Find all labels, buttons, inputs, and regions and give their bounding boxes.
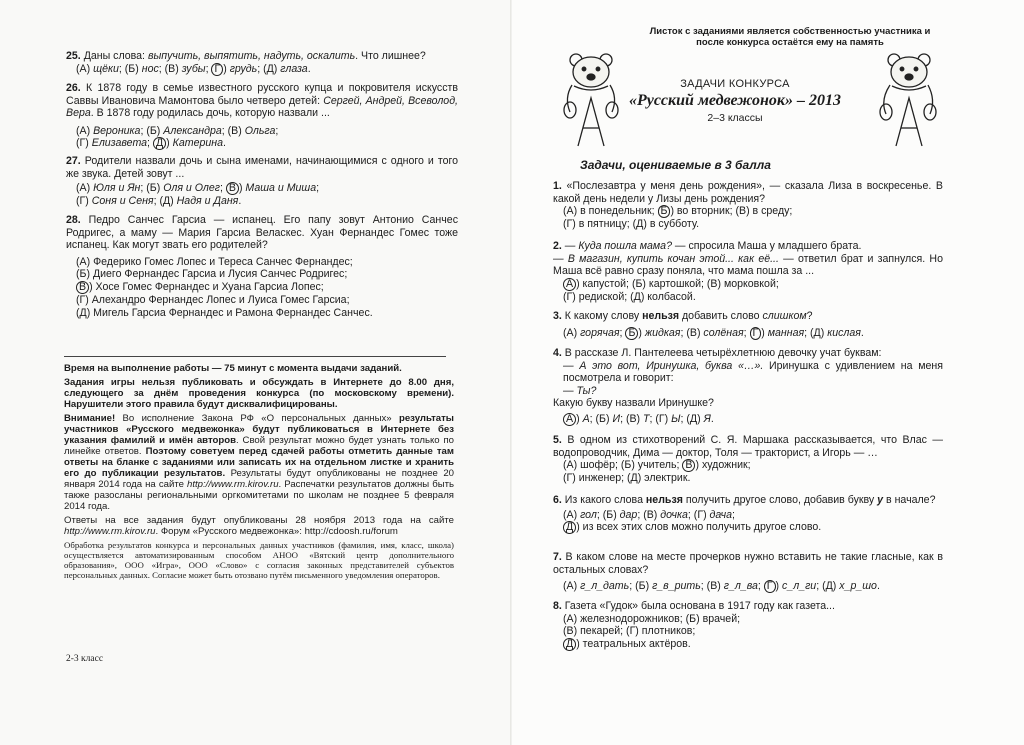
question-26: 26. К 1878 году в семье известного русского купца и покровителя искусств Саввы Ивановича Мамонтова было четверо детей: Сергей, Андрей, Всеволод, Вера. В 1878 году родилась дочь, которую назвали ... (А) Вероника; (Б) Александра; (В) Ольга; (Г) Елизавета; Д ) Катерина.: [66, 82, 459, 150]
answer-options: (А) гол; (Б) дар; (В) дочка; (Г) дача;: [563, 508, 735, 521]
question-number: 3.: [553, 310, 562, 322]
grade-label: 2–3 классы: [707, 112, 763, 124]
question-number: 28.: [66, 214, 81, 226]
circled-answer-mark: А: [563, 278, 576, 291]
page-footer: 2-3 класс: [66, 654, 104, 664]
site-link[interactable]: http://www.rm.kirov.ru: [64, 526, 156, 537]
answer-options: (Г) редиской; (Д) колбасой.: [563, 290, 696, 303]
circled-answer-mark: Д: [563, 521, 576, 534]
question-5: 5. В одном из стихотворений С. Я. Маршака рассказывается, что Влас — водопроводчик, Дима — доктор, Толя — тракторист, а Игорь — … (А) шофёр; (Б) учитель; В ) художник; (Г) инженер; (Д) электрик.: [553, 434, 943, 485]
answer-options: А ) А; (Б) И; (В) Т; (Г) Ы; (Д) Я.: [553, 413, 943, 426]
answers-paragraph: Ответы на все задания будут опубликованы 28 ноября 2013 года на сайте http://www.rm.kirov.ru. Форум «Русского медвежонка»: http://cdoosh.ru/forum: [64, 515, 454, 537]
circled-answer-mark: Г: [764, 580, 776, 593]
answer-options: (А) Юля и Ян; (Б) Оля и Олег; В ) Маша и Миша;: [76, 182, 320, 195]
question-25: 25. Даны слова: выпучить, выпятить, надуть, оскалить. Что лишнее? (А) щёки; (Б) нос; (В) зубы; Г ) грудь; (Д) глаза.: [66, 50, 458, 76]
circled-answer-mark: Г: [211, 63, 223, 76]
publication-rule: Задания игры нельзя публиковать и обсуждать в Интернете до 8.00 дня, следующего за днём проведения конкурса (по московскому времени). Нарушители этого правила будут дисквалифицированы.: [64, 377, 454, 410]
contest-title: «Русский медвежонок» – 2013: [628, 92, 842, 109]
answer-options: (А) шофёр; (Б) учитель; В ) художник;: [563, 459, 751, 472]
question-number: 2.: [553, 240, 562, 252]
answer-option: (Б) Диего Фернандес Гарсиа и Лусия Санчес Родригес;: [76, 268, 348, 281]
circled-answer-mark: Д: [153, 137, 166, 150]
answer-options: (В) пекарей; (Г) плотников;: [563, 625, 696, 638]
circled-answer-mark: В: [682, 459, 695, 472]
answer-options: (Г) в пятницу; (Д) в субботу.: [563, 218, 700, 231]
answer-options: (Г) Елизавета; Д ) Катерина.: [76, 137, 226, 150]
question-6: 6. Из какого слова нельзя получить другое слово, добавив букву у в начале? (А) гол; (Б) дар; (В) дочка; (Г) дача; Д ) из всех этих слов можно получить другое слово.: [553, 494, 943, 534]
answer-options: (А) г_л_дать; (Б) г_в_рить; (В) г_л_ва; Г ) с_л_ги; (Д) х_р_шо.: [563, 580, 880, 593]
circled-answer-mark: Б: [625, 327, 638, 340]
rules-notice: [64, 363, 454, 583]
question-number: 8.: [553, 600, 562, 612]
question-number: 7.: [553, 551, 562, 563]
bear-mascot-right-icon: [872, 50, 944, 150]
circled-answer-mark: Б: [658, 205, 671, 218]
property-note: Листок с заданиями является собственностью участника и после конкурса остаётся ему на память: [649, 26, 931, 48]
answer-option: (Г) Алехандро Фернандес Лопес и Луиса Гомес Гарсиа;: [76, 293, 350, 306]
answer-options: А ) капустой; (Б) картошкой; (В) морковкой;: [553, 278, 943, 291]
site-link[interactable]: http://www.rm.kirov.ru: [187, 479, 279, 490]
circled-answer-mark: А: [563, 413, 576, 426]
question-number: 27.: [66, 155, 81, 167]
question-7: 7. В каком слове на месте прочерков нужно вставить не такие гласные, как в остальных словах? (А) г_л_дать; (Б) г_в_рить; (В) г_л_ва; Г ) с_л_ги; (Д) х_р_шо.: [553, 551, 943, 593]
divider: [64, 356, 446, 357]
time-limit: Время на выполнение работы — 75 минут с момента выдачи заданий.: [64, 363, 402, 374]
question-4: 4. В рассказе Л. Пантелеева четырёхлетнюю девочку учат буквам: — А это вот, Иринушка, буква «…». Иринушка с удивлением на меня посмотрела и говорит: — Ты? Какую букву назвали Иринушке? А ) А; (Б) И; (В) Т; (Г) Ы; (Д) Я.: [553, 347, 943, 425]
answer-options: (А) в понедельник; Б ) во вторник; (В) в среду;: [563, 205, 793, 218]
contest-header: [610, 78, 860, 124]
question-number: 6.: [553, 494, 562, 506]
circled-answer-mark: В: [76, 281, 89, 294]
privacy-note: Обработка результатов конкурса и персональных данных участников (фамилия, имя, класс, школа) осуществляется автоматизированным способом АНОО «Вятский центр дополнительного образования», ООО «Игра», ООО «Слово» с согласия законных представителей субъектов персональных данных. Согласие может быть отозвано путём письменного уведомления операторов.: [64, 540, 454, 580]
question-28: 28. Педро Санчес Гарсиа — испанец. Его папу зовут Антонио Санчес Родригес, а маму — Мария Гарсиа Веласкес. Хуан Фернандес Гомес тоже испанец. Как могут звать его родителей? (А) Федерико Гомес Лопес и Тереса Санчес Фернандес; (Б) Диего Фернандес Гарсиа и Лусия Санчес Родригес; В ) Хосе Гомес Фернандес и Хуана Гарсиа Лопес; (Г) Алехандро Фернандес Лопес и Луиса Гомес Гарсиа; (Д) Мигель Гарсиа Фернандес и Рамона Фернандес Санчес.: [66, 214, 458, 319]
question-number: 26.: [66, 82, 81, 94]
answer-options: (А) Вероника; (Б) Александра; (В) Ольга;: [76, 124, 279, 137]
question-number: 5.: [553, 434, 562, 446]
attention-paragraph: Внимание! Во исполнение Закона РФ «О персональных данных» результаты участников «Русского медвежонка» будут публиковаться в Интернете без указания фамилий и имён авторов. Свой результат можно будет узнать только по линейке ответов. Поэтому советуем перед сдачей работы отметить данные там ответы на бланке с заданиями или записать их на отдельном листке и хранить его до публикации результатов. Результаты будут опубликованы не позднее 20 января 2014 года на сайте http://www.rm.kirov.ru. Распечатки результатов должны быть также разосланы региональными оргкомитетами по школам не позднее 5 февраля 2014 года.: [64, 413, 454, 512]
header-line-1: ЗАДАЧИ КОНКУРСА: [680, 78, 790, 90]
question-2: 2. — Куда пошла мама? — спросила Маша у младшего брата. — В магазин, купить кочан этой... как её... — ответил брат и запнулся. Но Маша всё равно сразу поняла, что мама пошла за ... А ) капустой; (Б) картошкой; (В) морковкой; (Г) редиской; (Д) колбасой.: [553, 240, 943, 303]
answer-options: (А) железнодорожников; (Б) врачей;: [563, 612, 741, 625]
question-number: 4.: [553, 347, 562, 359]
answer-options: (Г) инженер; (Д) электрик.: [563, 472, 691, 485]
circled-answer-mark: Д: [563, 638, 576, 651]
answer-options: Д ) из всех этих слов можно получить другое слово.: [553, 521, 943, 534]
circled-answer-mark: Г: [750, 327, 762, 340]
answer-options: Д ) театральных актёров.: [553, 638, 943, 651]
question-number: 1.: [553, 180, 562, 192]
question-27: 27. Родители назвали дочь и сына именами, начинающимися с одного и того же звука. Детей зовут ... (А) Юля и Ян; (Б) Оля и Олег; В ) Маша и Миша; (Г) Соня и Сеня; (Д) Надя и Даня.: [66, 155, 458, 208]
answer-options: (А) горячая; Б ) жидкая; (В) солёная; Г ) манная; (Д) кислая.: [563, 326, 864, 339]
answer-option: (А) Федерико Гомес Лопес и Тереса Санчес Фернандес;: [76, 255, 353, 268]
answer-options: (А) щёки; (Б) нос; (В) зубы; Г ) грудь; (Д) глаза.: [76, 62, 311, 75]
answer-options: (Г) Соня и Сеня; (Д) Надя и Даня.: [76, 195, 242, 208]
answer-option: В ) Хосе Гомес Фернандес и Хуана Гарсиа Лопес;: [66, 281, 458, 294]
answer-option: (Д) Мигель Гарсиа Фернандес и Рамона Фернандес Санчес.: [76, 306, 373, 319]
question-8: 8. Газета «Гудок» была основана в 1917 году как газета... (А) железнодорожников; (Б) врачей; (В) пекарей; (Г) плотников; Д ) театральных актёров.: [553, 600, 943, 651]
section-title: Задачи, оцениваемые в 3 балла: [580, 158, 771, 172]
question-3: 3. К какому слову нельзя добавить слово слишком? (А) горячая; Б ) жидкая; (В) солёная; Г ) манная; (Д) кислая.: [553, 310, 943, 340]
circled-answer-mark: В: [226, 182, 239, 195]
question-number: 25.: [66, 50, 81, 62]
question-1: 1. «Послезавтра у меня день рождения», — сказала Лиза в воскресенье. В какой день недели у Лизы день рождения? (А) в понедельник; Б ) во вторник; (В) в среду; (Г) в пятницу; (Д) в субботу.: [553, 180, 943, 231]
